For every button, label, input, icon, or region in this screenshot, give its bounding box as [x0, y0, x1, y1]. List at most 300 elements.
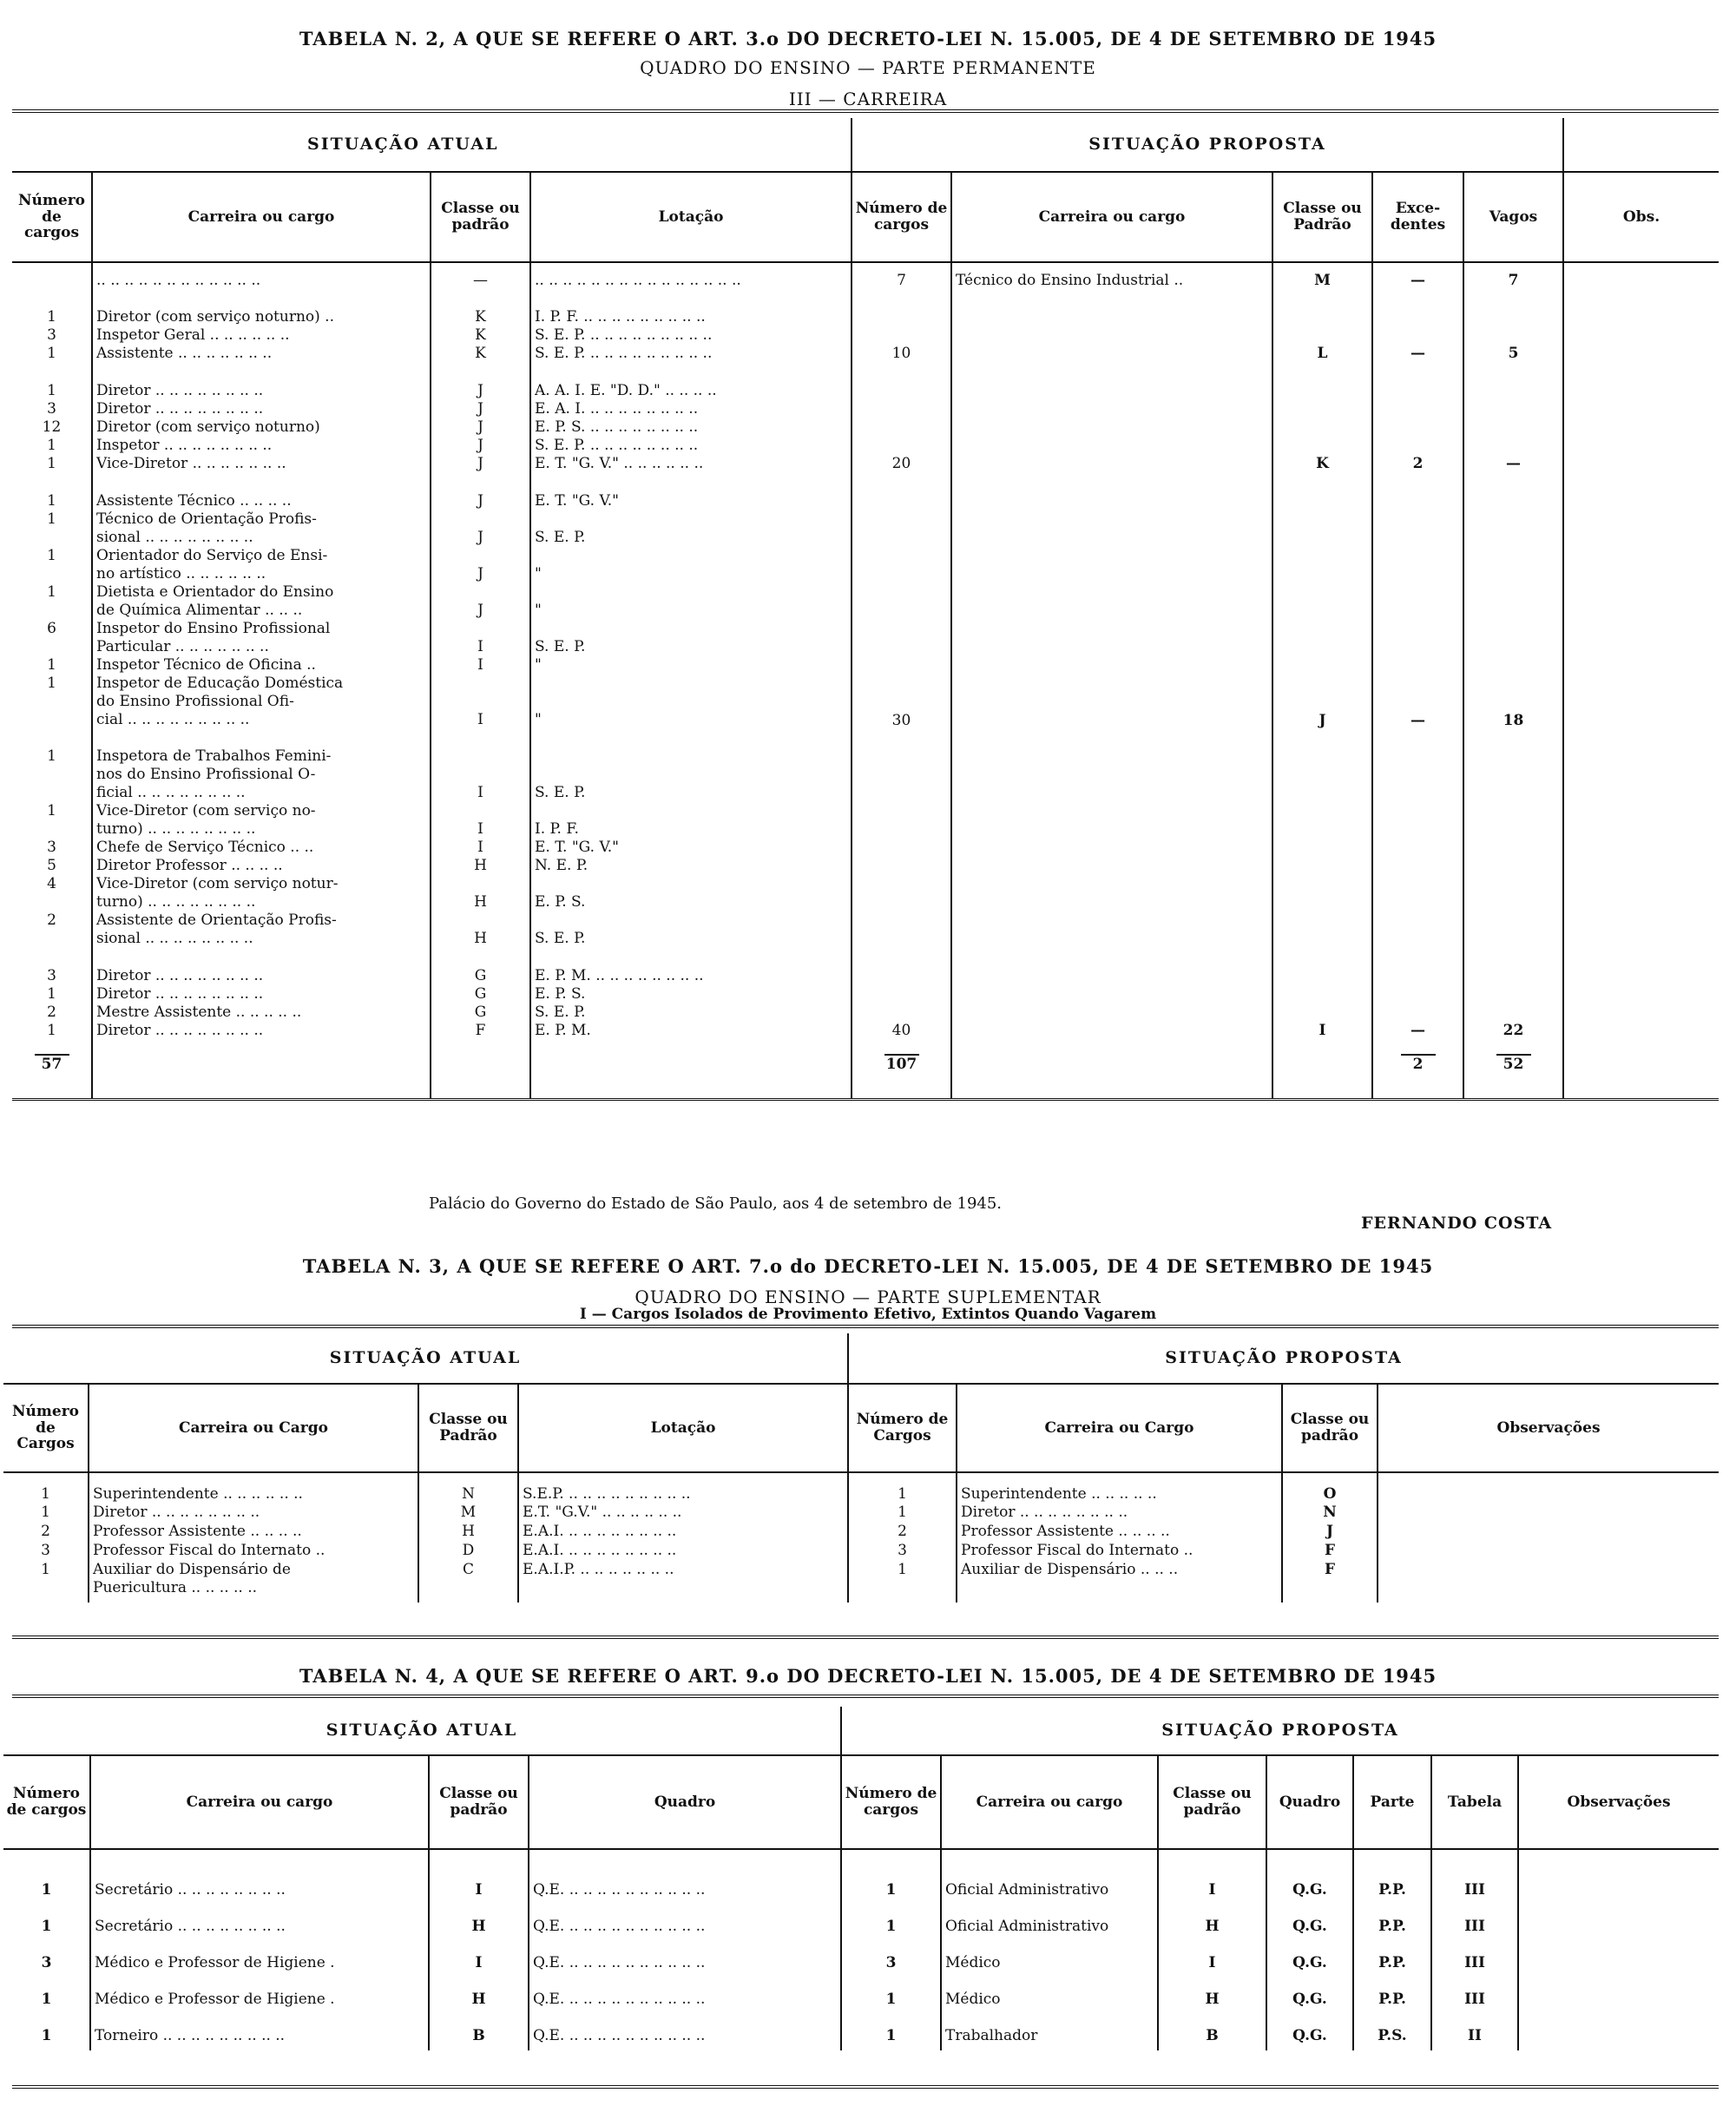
col-numero-cargos-proposto: Número de cargos: [852, 172, 951, 262]
cell-line: [435, 510, 526, 529]
col-lotacao: Lotação: [530, 172, 852, 262]
cell-value: H: [1205, 1918, 1220, 1935]
cell-value: 1: [898, 1485, 907, 1503]
cell-value: Auxiliar de Dispensário .. .. ..: [961, 1561, 1179, 1578]
cell-line: [16, 272, 88, 290]
cell-value: F: [1324, 1542, 1336, 1559]
table4-current-header: SITUAÇÃO ATUAL: [3, 1707, 841, 1755]
cell-cargo: [89, 1504, 418, 1523]
cell-line: 1: [47, 747, 56, 765]
cell-classe: [429, 1849, 529, 1905]
cell-line: A. A. I. E. "D. D." .. .. .. ..: [535, 382, 717, 399]
cell-tabela: [1431, 1905, 1518, 1941]
cell-value: 1: [885, 1918, 897, 1935]
cell-vag: [1463, 484, 1563, 958]
cell-pclasse: [1158, 1978, 1266, 2014]
cell-value: —: [1410, 1022, 1425, 1039]
cell-line: [535, 675, 847, 693]
cell-classe: [431, 299, 530, 373]
cell-classe: [429, 1941, 529, 1978]
cell-pquadro: [1266, 1849, 1353, 1905]
cell-line: ": [535, 602, 542, 619]
cell-line: 1: [47, 510, 56, 528]
total-blank: [951, 1050, 1272, 1099]
cell-line: Chefe de Serviço Técnico .. ..: [96, 839, 314, 856]
cell-value: 3: [898, 1542, 907, 1559]
cell-line: I. P. F.: [535, 820, 579, 838]
cell-line: I: [477, 656, 483, 674]
table3-top-rule: [12, 1325, 1719, 1328]
total-value: 107: [884, 1054, 919, 1074]
table4: [3, 1707, 1719, 2050]
cell-value: 20: [891, 455, 911, 472]
col-excedentes: Exce-dentes: [1372, 172, 1463, 262]
table2-subtitle: QUADRO DO ENSINO — PARTE PERMANENTE: [640, 57, 1096, 78]
cell-line: Assistente .. .. .. .. .. .. ..: [96, 345, 273, 362]
cell-exc: [1372, 958, 1463, 1050]
cell-line: 1: [47, 308, 56, 326]
table-row: [3, 1978, 1719, 2014]
cell-line: [435, 729, 526, 747]
cell-line: [535, 547, 847, 565]
table-row: [3, 1905, 1719, 1941]
cell-line: turno) .. .. .. .. .. .. .. ..: [96, 893, 256, 911]
cell-classe: [418, 1472, 518, 1504]
cell-pcargo: [941, 1905, 1158, 1941]
cell-pclasse: [1282, 1542, 1378, 1561]
cell-obs: [1518, 1849, 1719, 1905]
cell-line: Diretor Professor .. .. .. ..: [96, 857, 283, 874]
cell-pclasse: [1272, 484, 1372, 958]
cell-line: [535, 766, 847, 784]
cell-line: H: [474, 857, 487, 874]
table-row: [3, 1504, 1719, 1523]
cell-line: [535, 729, 847, 747]
cell-value: —: [1410, 712, 1425, 729]
cell-pclasse: [1282, 1523, 1378, 1542]
cell-line: [16, 638, 88, 656]
cell-quadro: [529, 1905, 841, 1941]
cell-line: do Ensino Profissional Ofi-: [96, 693, 294, 710]
cell-obs: [1518, 1978, 1719, 2014]
cell-line: .. .. .. .. .. .. .. .. .. .. .. .. .. .. ..: [535, 272, 741, 289]
cell-line: Vice-Diretor .. .. .. .. .. .. ..: [96, 455, 286, 472]
cell-line: nos do Ensino Profissional O-: [96, 766, 316, 783]
cell-value: D: [462, 1542, 475, 1559]
cell-value: E.T. "G.V." .. .. .. .. .. ..: [523, 1504, 682, 1521]
cell-pcargo: [941, 1849, 1158, 1905]
cell-obs: [1378, 1561, 1719, 1603]
cell-line: E. P. S. .. .. .. .. .. .. .. ..: [535, 418, 699, 436]
col-carreira-cargo-proposto: Carreira ou cargo: [941, 1755, 1158, 1849]
cell-line: J: [477, 565, 483, 582]
cell-pclasse: [1158, 1849, 1266, 1905]
cell-pquadro: [1266, 2014, 1353, 2050]
cell-cargo: [89, 1542, 418, 1561]
col-classe-padrao-proposto: Classe ou padrão: [1158, 1755, 1266, 1849]
cell-n: [3, 2014, 90, 2050]
cell-classe: [418, 1561, 518, 1603]
cell-classe: [431, 373, 530, 484]
table-row: [3, 2014, 1719, 2050]
cell-line: G: [474, 1004, 487, 1021]
cell-pn: [841, 1905, 941, 1941]
cell-obs: [1563, 373, 1719, 484]
cell-n: [3, 1504, 89, 1523]
cell-cargo: [90, 1849, 429, 1905]
cell-value: P.P.: [1378, 1954, 1406, 1971]
col-carreira-cargo: Carreira ou cargo: [90, 1755, 429, 1849]
cell-line: Diretor .. .. .. .. .. .. .. ..: [96, 985, 264, 1003]
cell-line: [435, 766, 526, 784]
cell-n: [3, 1542, 89, 1561]
cell-line: 1: [47, 455, 56, 472]
cell-line: Diretor (com serviço noturno) ..: [96, 308, 334, 326]
cell-line: sional .. .. .. .. .. .. .. ..: [96, 930, 253, 947]
cell-value: 1: [41, 1504, 50, 1521]
totals-row: [12, 1050, 1719, 1099]
cell-line: [16, 529, 88, 547]
cell-pcargo: [951, 262, 1272, 299]
col-vagos: Vagos: [1463, 172, 1563, 262]
cell-line: I. P. F. .. .. .. .. .. .. .. .. ..: [535, 308, 706, 326]
col-observacoes: Observações: [1378, 1384, 1719, 1472]
cell-line: S. E. P. .. .. .. .. .. .. .. .. ..: [535, 345, 713, 362]
cell-line: I: [477, 638, 483, 655]
cell-cargo: [89, 1561, 418, 1603]
cell-pn: [852, 262, 951, 299]
cell-value: Q.G.: [1292, 1954, 1327, 1971]
cell-value: Técnico do Ensino Industrial ..: [956, 272, 1184, 289]
cell-line: 2: [47, 1004, 56, 1021]
cell-value: Q.E. .. .. .. .. .. .. .. .. .. ..: [533, 1918, 706, 1935]
table4-column-headers: [3, 1755, 1719, 1849]
cell-pn: [848, 1542, 957, 1561]
cell-quadro: [529, 1849, 841, 1905]
cell-cargo: [92, 262, 431, 299]
cell-n: [3, 1523, 89, 1542]
cell-line: 1: [47, 547, 56, 564]
cell-line: 1: [47, 345, 56, 362]
cell-line: I: [477, 784, 483, 801]
cell-value: 3: [41, 1542, 50, 1559]
cell-value: Diretor .. .. .. .. .. .. .. ..: [93, 1504, 260, 1521]
cell-line: [535, 875, 847, 893]
cell-line: 1: [47, 437, 56, 454]
cell-quadro: [529, 2014, 841, 2050]
cell-pclasse: [1282, 1472, 1378, 1504]
cell-value: P.S.: [1378, 2027, 1407, 2044]
cell-line: H: [474, 893, 487, 911]
cell-value: O: [1323, 1485, 1337, 1503]
cell-quadro: [529, 1941, 841, 1978]
cell-value: 1: [41, 1918, 52, 1935]
cell-value: —: [1410, 272, 1425, 289]
table3-subtitle: QUADRO DO ENSINO — PARTE SUPLEMENTAR: [635, 1287, 1101, 1307]
total-blank: [1272, 1050, 1372, 1099]
cell-value: I: [1208, 1954, 1216, 1971]
cell-classe: [429, 2014, 529, 2050]
table4-proposed-header: SITUAÇÃO PROPOSTA: [841, 1707, 1719, 1755]
cell-value: Secretário .. .. .. .. .. .. .. ..: [95, 1918, 286, 1935]
cell-pclasse: [1158, 1941, 1266, 1978]
cell-quadro: [529, 1978, 841, 2014]
table2-header-blank: [1563, 118, 1719, 172]
cell-line: sional .. .. .. .. .. .. .. ..: [96, 529, 253, 546]
table-row: [12, 958, 1719, 1050]
cell-lot: [530, 958, 852, 1050]
cell-line: 1: [47, 656, 56, 674]
cell-value: E.A.I.P. .. .. .. .. .. .. ..: [523, 1561, 674, 1578]
cell-tabela: [1431, 1941, 1518, 1978]
cell-value: Q.E. .. .. .. .. .. .. .. .. .. ..: [533, 1954, 706, 1971]
cell-value: 1: [898, 1561, 907, 1578]
cell-value: E.A.I. .. .. .. .. .. .. .. ..: [523, 1523, 677, 1540]
cell-vag: [1463, 299, 1563, 373]
cell-parte: [1353, 1849, 1431, 1905]
cell-line: G: [474, 985, 487, 1003]
cell-lot: [518, 1472, 848, 1504]
cell-value: Professor Assistente .. .. .. ..: [961, 1523, 1170, 1540]
total-pn: [852, 1050, 951, 1099]
cell-obs: [1518, 1941, 1719, 1978]
table2-section: III — CARREIRA: [788, 89, 948, 109]
cell-value: 30: [891, 712, 911, 729]
cell-line: [16, 693, 88, 711]
table-row: [3, 1472, 1719, 1504]
cell-pclasse: [1282, 1561, 1378, 1603]
cell-pcargo: [941, 2014, 1158, 2050]
cell-value: 18: [1503, 712, 1524, 729]
cell-pcargo: [957, 1542, 1282, 1561]
cell-line: Diretor .. .. .. .. .. .. .. ..: [96, 400, 264, 418]
cell-value: M: [1314, 272, 1331, 289]
cell-pquadro: [1266, 1978, 1353, 2014]
cell-line: .. .. .. .. .. .. .. .. .. .. .. ..: [96, 272, 261, 289]
cell-cargo: [90, 1978, 429, 2014]
cell-n: [3, 1905, 90, 1941]
cell-value: 1: [41, 1485, 50, 1503]
cell-lot: [530, 484, 852, 958]
col-quadro-proposto: Quadro: [1266, 1755, 1353, 1849]
total-value: 57: [35, 1054, 69, 1074]
cell-line: J: [477, 492, 483, 510]
cell-pn: [841, 1941, 941, 1978]
cell-line: [535, 693, 847, 711]
cell-n: [12, 484, 92, 958]
cell-value: I: [475, 1881, 483, 1899]
cell-value: P.P.: [1378, 1991, 1406, 2008]
cell-line: [16, 820, 88, 839]
cell-line: ": [535, 711, 542, 728]
cell-value: J: [1325, 1523, 1334, 1540]
cell-line: J: [477, 437, 483, 454]
cell-vag: [1463, 262, 1563, 299]
cell-cargo: [92, 299, 431, 373]
total-value: 2: [1401, 1054, 1436, 1074]
total-blank: [431, 1050, 530, 1099]
cell-line: I: [477, 711, 483, 728]
cell-pn: [852, 958, 951, 1050]
cell-value: 1: [885, 2027, 897, 2044]
cell-line: Orientador do Serviço de Ensi-: [96, 547, 328, 564]
table3-column-headers: [3, 1384, 1719, 1472]
cell-parte: [1353, 1941, 1431, 1978]
cell-value: 1: [41, 1561, 50, 1578]
footer-place-date: Palácio do Governo do Estado de São Paulo, aos 4 de setembro de 1945.: [429, 1194, 1003, 1213]
cell-line: Vice-Diretor (com serviço notur-: [96, 875, 339, 892]
cell-value: 7: [897, 272, 906, 289]
cell-line: Diretor .. .. .. .. .. .. .. ..: [96, 1022, 264, 1039]
cell-pclasse: [1282, 1504, 1378, 1523]
cell-tabela: [1431, 1849, 1518, 1905]
cell-pclasse: [1272, 299, 1372, 373]
cell-classe: [431, 484, 530, 958]
cell-value: III: [1464, 1954, 1485, 1971]
cell-classe: [418, 1523, 518, 1542]
cell-line: 6: [47, 620, 56, 637]
cell-line: [535, 747, 847, 766]
cell-pn: [841, 1978, 941, 2014]
cell-obs: [1378, 1523, 1719, 1542]
table4-top-rule: [12, 1695, 1719, 1698]
cell-value: Professor Assistente .. .. .. ..: [93, 1523, 302, 1540]
cell-pclasse: [1158, 1905, 1266, 1941]
signature: FERNANDO COSTA: [1361, 1214, 1553, 1233]
cell-line: [435, 912, 526, 930]
cell-value: 1: [885, 1991, 897, 2008]
cell-line: Assistente Técnico .. .. .. ..: [96, 492, 292, 510]
cell-line: S. E. P.: [535, 529, 586, 546]
cell-value: Q.G.: [1292, 2027, 1327, 2044]
cell-value: Diretor .. .. .. .. .. .. .. ..: [961, 1504, 1128, 1521]
table-row: [3, 1849, 1719, 1905]
cell-value: 40: [891, 1022, 911, 1039]
total-blank: [530, 1050, 852, 1099]
total-value: 52: [1496, 1054, 1531, 1074]
cell-value: Professor Fiscal do Internato ..: [961, 1542, 1194, 1559]
cell-line: 1: [47, 802, 56, 819]
cell-line: E. T. "G. V.": [535, 492, 619, 510]
cell-pn: [852, 484, 951, 958]
cell-obs: [1378, 1504, 1719, 1523]
cell-parte: [1353, 2014, 1431, 2050]
col-numero-cargos: Número de Cargos: [3, 1384, 89, 1472]
cell-n: [12, 373, 92, 484]
cell-line: [435, 747, 526, 766]
cell-pn: [848, 1504, 957, 1523]
cell-line: —: [473, 272, 488, 289]
cell-line: [535, 912, 847, 930]
cell-pcargo: [957, 1561, 1282, 1603]
cell-pn: [852, 373, 951, 484]
cell-line: [16, 711, 88, 729]
cell-lot: [530, 262, 852, 299]
cell-line: 3: [47, 839, 56, 856]
cell-pclasse: [1272, 958, 1372, 1050]
cell-line: K: [475, 308, 486, 326]
cell-line: ": [535, 656, 542, 674]
table2-top-rule: [12, 109, 1719, 113]
cell-line: [16, 893, 88, 912]
cell-n: [3, 1472, 89, 1504]
cell-lot: [530, 299, 852, 373]
cell-value: F: [1324, 1561, 1336, 1578]
cell-line: 3: [47, 326, 56, 344]
cell-value: Torneiro .. .. .. .. .. .. .. .. ..: [95, 2027, 286, 2044]
cell-value: —: [1506, 455, 1521, 472]
cell-line: Vice-Diretor (com serviço no-: [96, 802, 316, 819]
cell-line: [435, 547, 526, 565]
cell-lot: [518, 1542, 848, 1561]
table2-proposed-header: SITUAÇÃO PROPOSTA: [852, 118, 1563, 172]
cell-cargo: [90, 1905, 429, 1941]
cell-line: G: [474, 967, 487, 984]
cell-pquadro: [1266, 1905, 1353, 1941]
table-row: [3, 1561, 1719, 1603]
cell-value: S.E.P. .. .. .. .. .. .. .. .. ..: [523, 1485, 691, 1503]
cell-value: Q.G.: [1292, 1918, 1327, 1935]
cell-vag: [1463, 373, 1563, 484]
col-observacoes: Observações: [1518, 1755, 1719, 1849]
cell-line: [535, 510, 847, 529]
cell-line: cial .. .. .. .. .. .. .. .. ..: [96, 711, 250, 728]
cell-line: Mestre Assistente .. .. .. .. ..: [96, 1004, 302, 1021]
table-row: [12, 373, 1719, 484]
cell-value: 1: [41, 1991, 52, 2008]
cell-line: 1: [47, 985, 56, 1003]
cell-value: Médico: [945, 1991, 1001, 2008]
cell-cargo: [89, 1523, 418, 1542]
cell-line: [16, 930, 88, 948]
total-blank: [1563, 1050, 1719, 1099]
cell-cargo: [92, 373, 431, 484]
cell-pcargo: [957, 1472, 1282, 1504]
col-classe-padrao: Classe ou padrão: [431, 172, 530, 262]
cell-pcargo: [951, 484, 1272, 958]
cell-value: N: [462, 1485, 475, 1503]
cell-line: [96, 729, 426, 747]
table2-current-header: SITUAÇÃO ATUAL: [12, 118, 852, 172]
cell-pcargo: [951, 373, 1272, 484]
cell-line: 1: [47, 382, 56, 399]
cell-value: Auxiliar do Dispensário de Puericultura .. .. .. .. ..: [93, 1561, 291, 1596]
cell-obs: [1563, 958, 1719, 1050]
cell-value: Médico e Professor de Higiene .: [95, 1991, 335, 2008]
cell-line: turno) .. .. .. .. .. .. .. ..: [96, 820, 256, 838]
cell-n: [12, 958, 92, 1050]
cell-line: [435, 583, 526, 602]
col-carreira-cargo: Carreira ou Cargo: [89, 1384, 418, 1472]
cell-line: E. P. S.: [535, 893, 586, 911]
cell-line: Diretor .. .. .. .. .. .. .. ..: [96, 967, 264, 984]
cell-value: Oficial Administrativo: [945, 1881, 1109, 1899]
col-quadro: Quadro: [529, 1755, 841, 1849]
cell-value: I: [1318, 1022, 1326, 1039]
cell-value: Q.E. .. .. .. .. .. .. .. .. .. ..: [533, 2027, 706, 2044]
cell-line: 3: [47, 400, 56, 418]
cell-value: —: [1410, 345, 1425, 362]
table-row: [3, 1523, 1719, 1542]
cell-line: J: [477, 400, 483, 418]
cell-line: E. P. S.: [535, 985, 586, 1003]
col-classe-padrao: Classe ou Padrão: [418, 1384, 518, 1472]
cell-pn: [841, 2014, 941, 2050]
cell-line: S. E. P.: [535, 784, 586, 801]
cell-value: 3: [885, 1954, 897, 1971]
cell-value: N: [1323, 1504, 1337, 1521]
cell-obs: [1563, 299, 1719, 373]
